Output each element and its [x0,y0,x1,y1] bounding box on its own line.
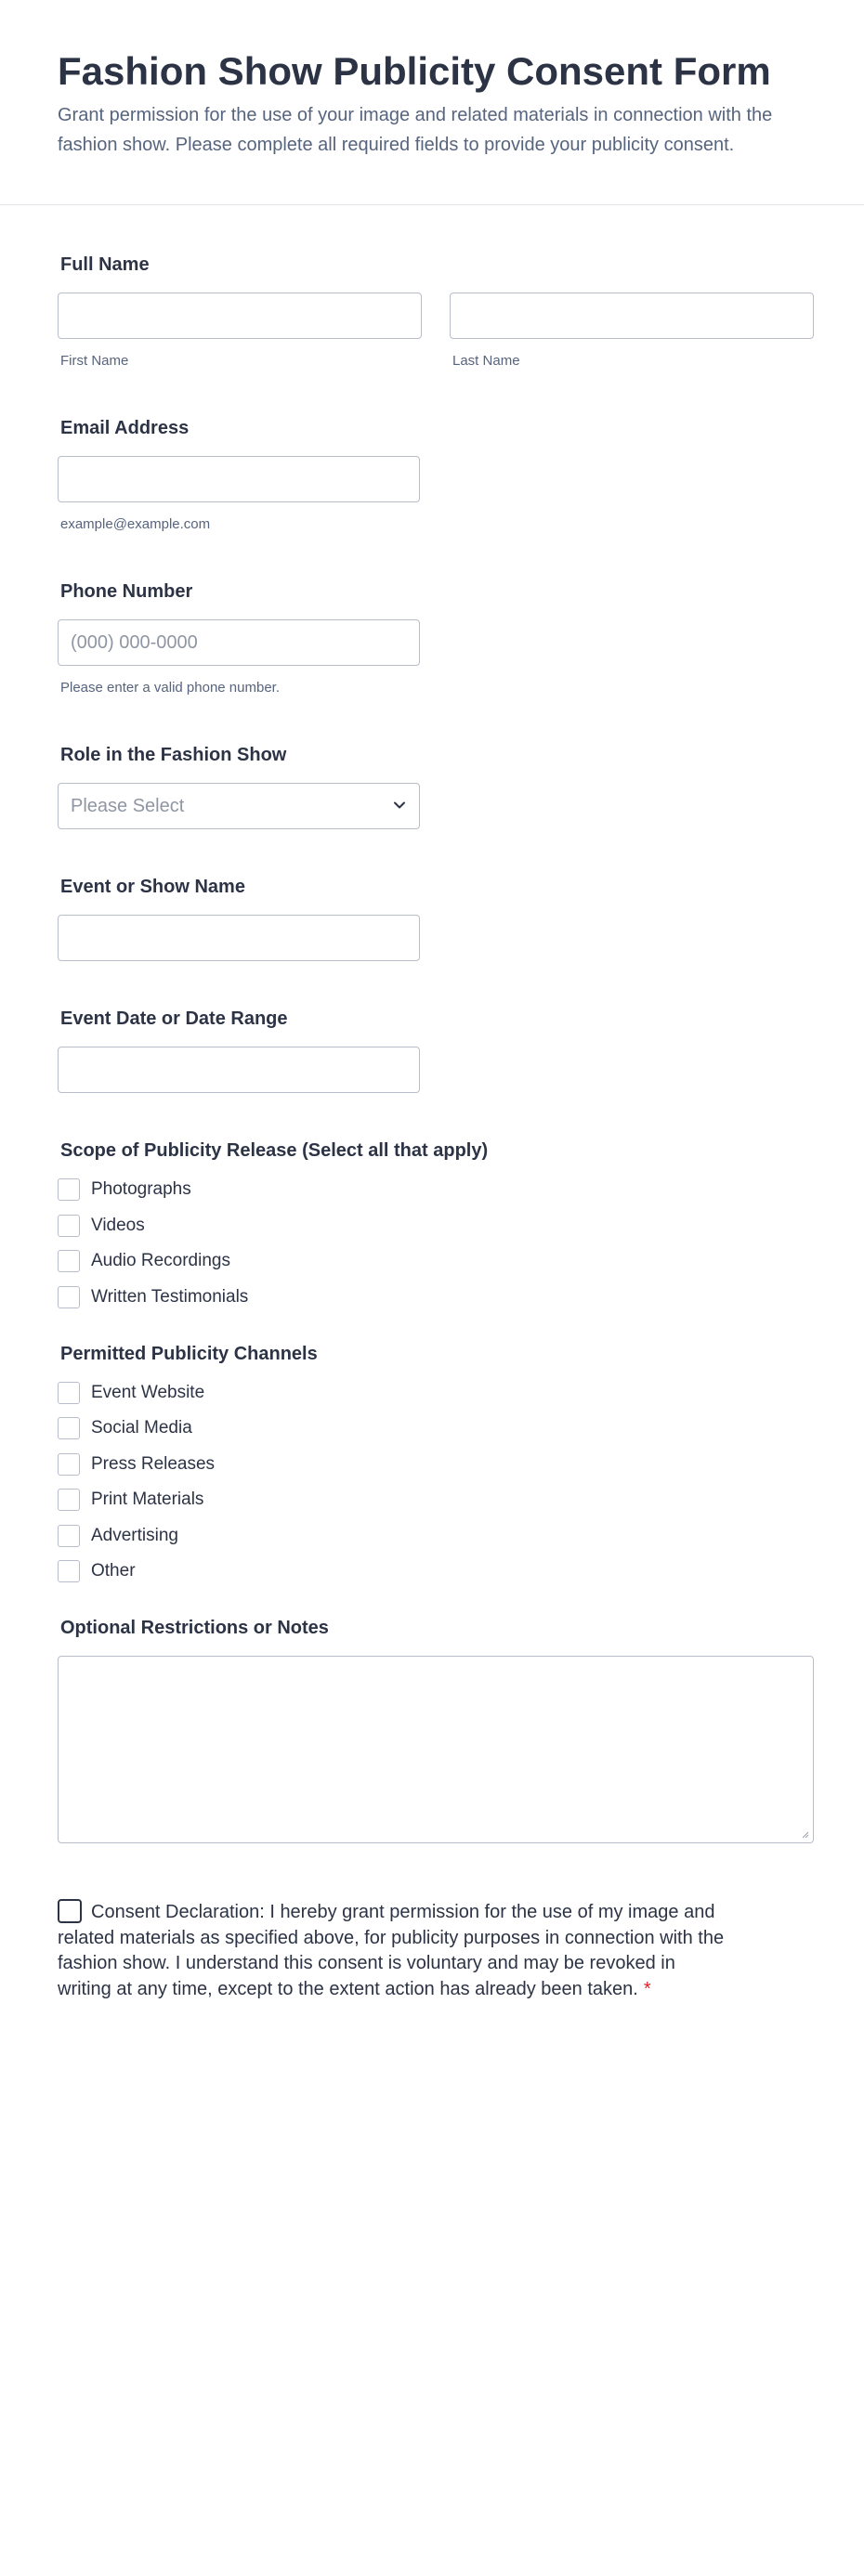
role-select[interactable] [58,783,420,829]
scope-label: Scope of Publicity Release (Select all that apply) [60,1140,489,1161]
scope-option-photographs[interactable] [58,1178,806,1201]
checkbox-label: Print Materials [91,1490,204,1509]
checkbox[interactable] [58,1489,80,1511]
channel-option-press-releases[interactable] [58,1453,806,1476]
channel-option-social-media[interactable] [58,1417,806,1439]
notes-field [58,1615,806,1843]
scope-options [58,1178,806,1308]
checkbox-label: Audio Recordings [91,1251,230,1270]
checkbox-label: Social Media [91,1418,192,1438]
scope-option-audio-recordings[interactable] [58,1250,806,1272]
phone-input[interactable] [58,619,420,666]
notes-label: Optional Restrictions or Notes [60,1618,329,1638]
consent-declaration [58,1899,727,2002]
consent-checkbox[interactable] [58,1899,82,1923]
email-label: Email Address [60,418,190,438]
required-mark: * [643,1978,651,1999]
scope-option-videos[interactable] [58,1215,806,1237]
checkbox-label: Advertising [91,1525,178,1545]
checkbox[interactable] [58,1178,80,1201]
checkbox[interactable] [58,1417,80,1439]
event-name-label: Event or Show Name [60,877,245,897]
channel-option-print-materials[interactable] [58,1489,806,1511]
phone-sublabel: Please enter a valid phone number. [60,680,280,696]
last-name-sublabel: Last Name [452,353,520,369]
checkbox[interactable] [58,1215,80,1237]
checkbox[interactable] [58,1382,80,1404]
first-name-sublabel: First Name [60,353,129,369]
checkbox[interactable] [58,1525,80,1547]
channel-option-other[interactable] [58,1560,806,1582]
channel-option-advertising[interactable] [58,1525,806,1547]
channels-label: Permitted Publicity Channels [60,1343,318,1364]
publicity-form [0,252,864,2002]
checkbox-label: Videos [91,1215,145,1235]
full-name-field [58,252,806,371]
resize-handle-icon[interactable] [800,1829,809,1839]
channels-options [58,1382,806,1583]
email-input[interactable] [58,456,420,502]
checkbox-label: Press Releases [91,1453,216,1474]
notes-textarea[interactable] [58,1656,814,1843]
event-name-input[interactable] [58,915,420,961]
role-label: Role in the Fashion Show [60,745,287,765]
email-sublabel: example@example.com [60,516,211,532]
scope-option-written-testimonials[interactable] [58,1286,806,1308]
event-date-input[interactable] [58,1047,420,1093]
last-name-input[interactable] [450,293,814,339]
checkbox-label: Photographs [91,1179,191,1199]
checkbox-label: Other [91,1561,136,1581]
chevron-down-icon [390,796,409,814]
event-date-field [58,1006,806,1093]
phone-label: Phone Number [60,581,193,602]
checkbox[interactable] [58,1286,80,1308]
checkbox[interactable] [58,1453,80,1476]
full-name-label: Full Name [60,254,150,275]
event-date-label: Event Date or Date Range [60,1008,288,1029]
first-name-input[interactable] [58,293,422,339]
form-header [0,0,864,205]
first-name-col [58,293,422,371]
page-subtitle: Grant permission for the use of your image and related materials in connection with the fashion show. Please complete all required fields to provide your publicity consent. [58,105,773,155]
consent-text: Consent Declaration: I hereby grant permission for the use of my image and related materials as specified above, for publicity purposes in connection with the fashion show. I understand this consent is voluntary and may be revoked in writing at any time, except to the extent action has already been taken. [58,1902,725,1999]
checkbox[interactable] [58,1250,80,1272]
checkbox[interactable] [58,1560,80,1582]
page-title: Fashion Show Publicity Consent Form [58,49,771,93]
role-field [58,742,806,829]
checkbox-label: Event Website [91,1382,205,1402]
last-name-col [450,293,814,371]
event-name-field [58,874,806,961]
checkbox-label: Written Testimonials [91,1286,249,1307]
channels-field [58,1341,806,1583]
scope-field [58,1138,806,1308]
role-select-value: Please Select [58,783,420,829]
email-field [58,415,806,534]
phone-field [58,579,806,697]
channel-option-event-website[interactable] [58,1382,806,1404]
full-name-row [58,293,806,371]
